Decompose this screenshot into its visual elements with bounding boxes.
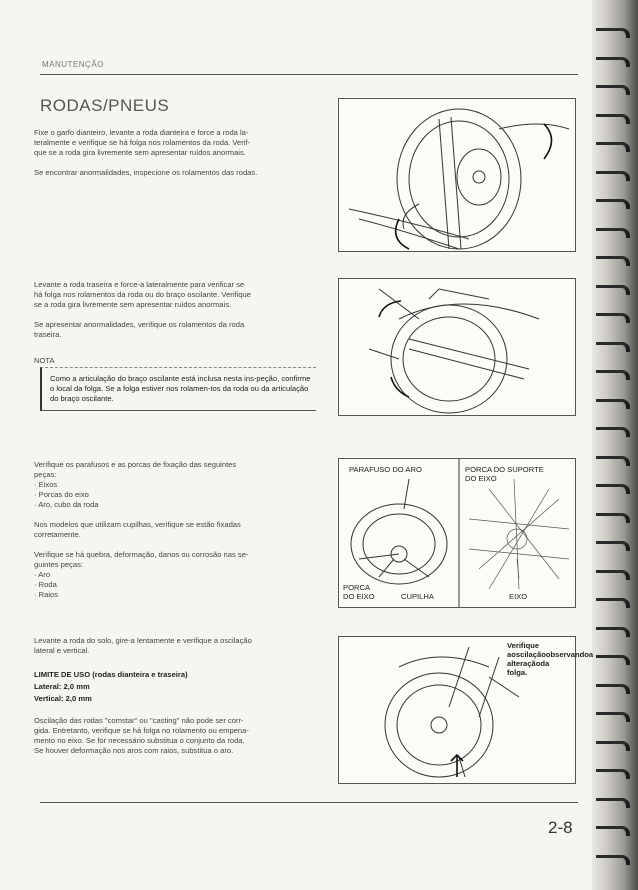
binding-ring bbox=[596, 513, 630, 523]
spiral-binding bbox=[592, 0, 638, 890]
rear-wheel-illustration bbox=[339, 279, 575, 415]
text-line: da folga. bbox=[507, 659, 550, 677]
fasteners-text bbox=[34, 460, 322, 600]
binding-ring bbox=[596, 142, 630, 152]
binding-ring bbox=[596, 627, 630, 637]
figure-fasteners bbox=[338, 458, 576, 608]
label-porca-eixo-line1: PORCA bbox=[343, 583, 371, 592]
figure-rear-wheel bbox=[338, 278, 576, 416]
text-line: Se apresentar anormalidades, verifique os rolamentos da roda bbox=[34, 320, 245, 329]
oscillation-text bbox=[34, 636, 322, 656]
text-line: · Roda bbox=[34, 580, 57, 589]
figure-oscillation bbox=[338, 636, 594, 784]
binding-ring bbox=[596, 826, 630, 836]
header-rule bbox=[40, 74, 578, 75]
text-line: corretamente. bbox=[34, 530, 81, 539]
text-line: Se houver deformação nos aros com raios, substitua o aro. bbox=[34, 746, 234, 755]
callout-check-oscillation bbox=[507, 641, 594, 677]
binding-ring bbox=[596, 313, 630, 323]
note-box bbox=[40, 367, 316, 411]
text-line bbox=[34, 540, 322, 550]
binding-ring bbox=[596, 57, 630, 67]
label-porca-suporte-line1: PORCA DO SUPORTE bbox=[465, 465, 544, 474]
limit-title: LIMITE DE USO (rodas dianteira e traseira) bbox=[34, 670, 188, 679]
text-line: peção, confirme o local da folga. Se a folga estiver nos rolamen- bbox=[50, 374, 311, 393]
text-line bbox=[34, 510, 322, 520]
label-porca-suporte-line2: DO EIXO bbox=[465, 474, 497, 483]
binding-ring bbox=[596, 684, 630, 694]
text-line: oscilação bbox=[511, 650, 546, 659]
front-wheel-illustration bbox=[339, 99, 575, 251]
footer-rule bbox=[40, 802, 578, 803]
text-line: lateral e vertical. bbox=[34, 646, 90, 655]
binding-ring bbox=[596, 769, 630, 779]
binding-ring bbox=[596, 342, 630, 352]
text-line: Fixe o garfo dianteiro, levante a roda dianteira e force a roda la- bbox=[34, 128, 249, 137]
text-line: a alteração bbox=[507, 650, 594, 668]
binding-ring bbox=[596, 541, 630, 551]
text-line: Se encontrar anormalidades, inspecione os rolamentos das rodas. bbox=[34, 168, 258, 177]
binding-ring bbox=[596, 114, 630, 124]
text-line: mento no eixo. Se for necessário substitua o conjunto da roda. bbox=[34, 736, 245, 745]
binding-ring bbox=[596, 199, 630, 209]
binding-ring bbox=[596, 285, 630, 295]
text-line: traseira. bbox=[34, 330, 62, 339]
label-parafuso-do-aro: PARAFUSO DO ARO bbox=[349, 465, 422, 474]
binding-ring bbox=[596, 855, 630, 865]
text-line bbox=[34, 310, 322, 320]
binding-ring bbox=[596, 484, 630, 494]
text-line: gida. Entretanto, verifique se há folga no rolamento ou empena- bbox=[34, 726, 249, 735]
limit-vertical: Vertical: 2,0 mm bbox=[34, 694, 92, 703]
section-header: MANUTENÇÃO bbox=[42, 60, 104, 69]
text-line: Verifique a bbox=[507, 641, 540, 659]
binding-ring bbox=[596, 427, 630, 437]
page-title: RODAS/PNEUS bbox=[40, 96, 170, 115]
text-line: observando bbox=[545, 650, 589, 659]
figure-front-wheel bbox=[338, 98, 576, 252]
binding-ring bbox=[596, 370, 630, 380]
fasteners-illustration bbox=[339, 459, 575, 607]
text-line: Levante a roda traseira e force-a lateralmente para verificar se bbox=[34, 280, 245, 289]
binding-ring bbox=[596, 712, 630, 722]
page-number: 2-8 bbox=[548, 818, 573, 837]
label-porca-eixo-line2: DO EIXO bbox=[343, 592, 375, 601]
text-line: · Raios bbox=[34, 590, 59, 599]
text-line: Verifique se há quebra, deformação, danos ou corrosão nas se- bbox=[34, 550, 249, 559]
text-line: Oscilação das rodas "comstar" ou "casting" não pode ser corr- bbox=[34, 716, 244, 725]
text-line: que se a roda gira livremente sem apresentar ruídos anormais. bbox=[34, 148, 246, 157]
text-line: guintes peças: bbox=[34, 560, 83, 569]
text-line: Nos modelos que utilizam cupilhas, verifique se estão fixadas bbox=[34, 520, 241, 529]
binding-ring bbox=[596, 798, 630, 808]
binding-ring bbox=[596, 399, 630, 409]
binding-ring bbox=[596, 598, 630, 608]
binding-ring bbox=[596, 85, 630, 95]
text-line: se a roda gira livremente sem apresentar ruídos anormais. bbox=[34, 300, 232, 309]
text-line: peças: bbox=[34, 470, 57, 479]
text-line: Levante a roda do solo, gire-a lentamente e verifique a oscilação bbox=[34, 636, 252, 645]
limit-lateral: Lateral: 2,0 mm bbox=[34, 682, 90, 691]
binding-ring bbox=[596, 171, 630, 181]
binding-ring bbox=[596, 28, 630, 38]
binding-ring bbox=[596, 256, 630, 266]
binding-ring bbox=[596, 741, 630, 751]
text-line: tos da roda ou da articulação do braço oscilante. bbox=[50, 384, 309, 403]
final-text bbox=[34, 716, 322, 756]
text-line: teralmente e verifique se há folga nos rolamentos da roda. Verif- bbox=[34, 138, 251, 147]
text-line: Como a articulação do braço oscilante está inclusa nesta ins- bbox=[50, 374, 257, 383]
text-line: · Aro bbox=[34, 570, 51, 579]
text-line: · Porcas do eixo bbox=[34, 490, 89, 499]
label-eixo: EIXO bbox=[509, 592, 528, 601]
text-line: Verifique os parafusos e as porcas de fixação das seguintes bbox=[34, 460, 237, 469]
binding-ring bbox=[596, 655, 630, 665]
text-line: · Eixos bbox=[34, 480, 58, 489]
note-label: NOTA bbox=[34, 356, 55, 365]
binding-ring bbox=[596, 456, 630, 466]
text-line: · Aro, cubo da roda bbox=[34, 500, 99, 509]
text-line bbox=[34, 158, 322, 168]
binding-ring bbox=[596, 570, 630, 580]
text-line: há folga nos rolamentos da roda ou do braço oscilante. Verifique bbox=[34, 290, 251, 299]
rear-wheel-text bbox=[34, 280, 322, 340]
label-cupilha: CUPILHA bbox=[401, 592, 434, 601]
front-wheel-text bbox=[34, 128, 322, 178]
binding-ring bbox=[596, 228, 630, 238]
